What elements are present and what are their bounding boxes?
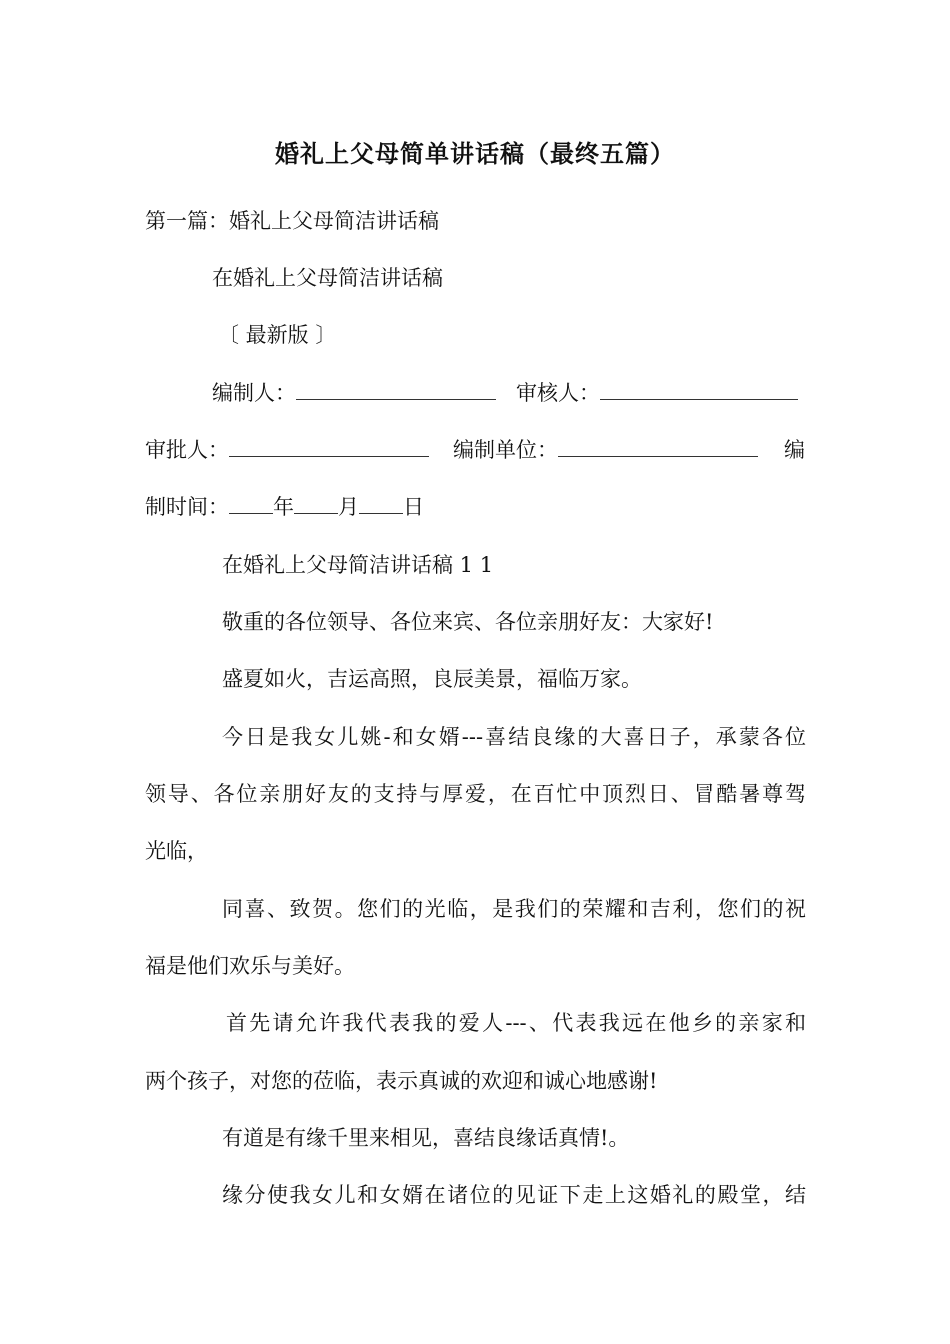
paragraph-line: 有道是有缘千里来相见，喜结良缘话真情!。 bbox=[222, 1126, 630, 1150]
paragraph-line: 光临， bbox=[145, 839, 208, 863]
year-label: 年 bbox=[273, 495, 294, 519]
reviewer-field[interactable] bbox=[600, 381, 798, 400]
time-row bbox=[145, 492, 424, 522]
unit-row bbox=[453, 435, 758, 465]
approver-row bbox=[145, 435, 429, 465]
compiler-field[interactable] bbox=[296, 381, 496, 400]
reviewer-row bbox=[516, 378, 798, 408]
sub-title-numbered: 在婚礼上父母简洁讲话稿 1 1 bbox=[222, 553, 494, 577]
unit-field[interactable] bbox=[558, 438, 758, 457]
time-label: 制时间： bbox=[145, 495, 229, 519]
paragraph-line: 领导、各位亲朋好友的支持与厚爱，在百忙中顶烈日、冒酷暑尊驾 bbox=[145, 782, 806, 806]
day-label: 日 bbox=[403, 495, 424, 519]
approver-label: 审批人： bbox=[145, 438, 229, 462]
paragraph-line: 首先请允许我代表我的爱人---、代表我远在他乡的亲家和 bbox=[226, 1011, 806, 1035]
time-label-start: 编 bbox=[784, 438, 805, 462]
day-field[interactable] bbox=[359, 495, 403, 514]
paragraph-line: 缘分使我女儿和女婿在诸位的见证下走上这婚礼的殿堂，结 bbox=[222, 1183, 806, 1207]
month-field[interactable] bbox=[294, 495, 338, 514]
paragraph-line: 两个孩子，对您的莅临，表示真诚的欢迎和诚心地感谢! bbox=[145, 1069, 658, 1093]
unit-label: 编制单位： bbox=[453, 438, 558, 462]
approver-field[interactable] bbox=[229, 438, 429, 457]
paragraph-line: 今日是我女儿姚-和女婿---喜结良缘的大喜日子，承蒙各位 bbox=[222, 725, 806, 749]
section-heading: 第一篇：婚礼上父母简洁讲话稿 bbox=[145, 209, 439, 233]
month-label: 月 bbox=[338, 495, 359, 519]
version-label: 〔 最新版 〕 bbox=[218, 323, 337, 347]
document-title: 婚礼上父母简单讲话稿（最终五篇） bbox=[275, 139, 675, 168]
paragraph-line: 福是他们欢乐与美好。 bbox=[145, 954, 355, 978]
paragraph-blessing: 盛夏如火，吉运高照，良辰美景，福临万家。 bbox=[222, 667, 642, 691]
year-field[interactable] bbox=[229, 495, 273, 514]
compiler-label: 编制人： bbox=[212, 381, 296, 405]
reviewer-label: 审核人： bbox=[516, 381, 600, 405]
paragraph-line: 同喜、致贺。您们的光临，是我们的荣耀和吉利，您们的祝 bbox=[222, 897, 806, 921]
sub-title: 在婚礼上父母简洁讲话稿 bbox=[212, 266, 443, 290]
paragraph-greeting: 敬重的各位领导、各位来宾、各位亲朋好友：大家好! bbox=[222, 610, 714, 634]
compiler-row bbox=[212, 378, 496, 408]
